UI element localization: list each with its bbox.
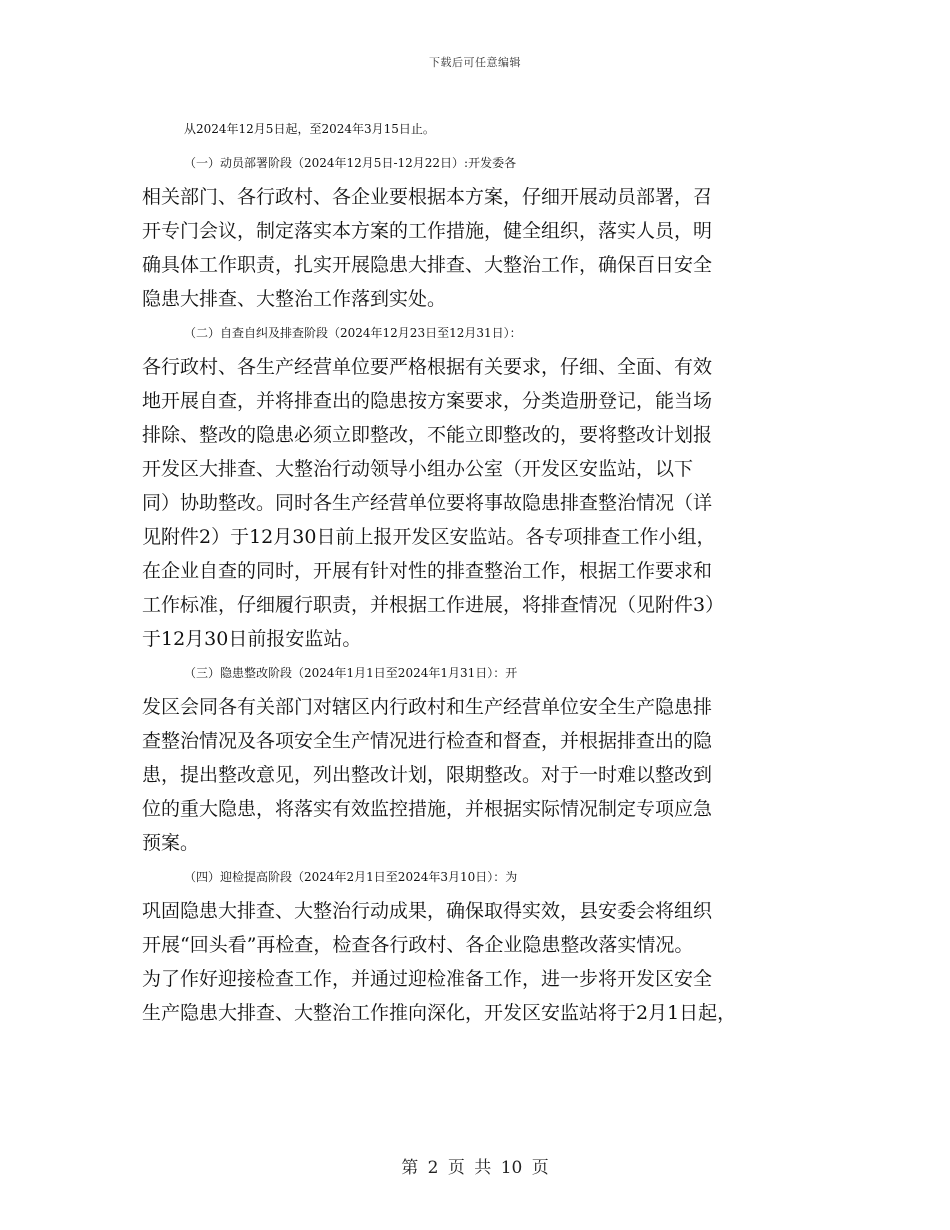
text-line: 相关部门、各行政村、各企业要根据本方案，仔细开展动员部署，召 — [142, 186, 713, 208]
text-line: 为了作好迎接检查工作，并通过迎检准备工作，进一步将开发区安全 — [142, 968, 713, 990]
text-line: 开发区大排查、大整治行动领导小组办公室（开发区安监站，以下 — [142, 458, 694, 480]
text-line: （三）隐患整改阶段（2024年1月1日至2024年1月31日）：开 — [184, 666, 518, 680]
text-line: 地开展自查，并将排查出的隐患按方案要求，分类造册登记，能当场 — [142, 390, 713, 412]
page-number: 第 2 页 共 10 页 — [401, 1158, 549, 1178]
text-line: （一）动员部署阶段（2024年12月5日-12月22日）:开发委各 — [184, 156, 517, 170]
text-line: 从2024年12月5日起，至2024年3月15日止。 — [184, 122, 435, 136]
text-line: 同）协助整改。同时各生产经营单位要将事故隐患排查整治情况（详 — [142, 492, 713, 514]
text-line: 巩固隐患大排查、大整治行动成果，确保取得实效，县安委会将组织 — [142, 900, 713, 922]
text-line: 发区会同各有关部门对辖区内行政村和生产经营单位安全生产隐患排 — [142, 696, 713, 718]
text-line: （二）自查自纠及排查阶段（2024年12月23日至12月31日）： — [184, 326, 522, 340]
text-line: 于12月30日前报安监站。 — [142, 628, 362, 650]
text-line: 工作标准，仔细履行职责，并根据工作进展，将排查情况（见附件3） — [142, 594, 725, 616]
document-body — [142, 112, 822, 1030]
text-line: 患，提出整改意见，列出整改计划，限期整改。对于一时难以整改到 — [142, 764, 713, 786]
text-line: 见附件2）于12月30日前上报开发区安监站。各专项排查工作小组， — [142, 526, 716, 548]
text-line: 排除、整改的隐患必须立即整改，不能立即整改的，要将整改计划报 — [142, 424, 713, 446]
text-line: 查整治情况及各项安全生产情况进行检查和督查，并根据排查出的隐 — [142, 730, 713, 752]
text-line: （四）迎检提高阶段（2024年2月1日至2024年3月10日）：为 — [184, 870, 518, 884]
page-header-note: 下载后可任意编辑 — [429, 56, 521, 69]
text-line: 生产隐患大排查、大整治工作推向深化，开发区安监站将于2月1日起， — [142, 1002, 737, 1024]
text-line: 位的重大隐患，将落实有效监控措施，并根据实际情况制定专项应急 — [142, 798, 713, 820]
text-line: 隐患大排查、大整治工作落到实处。 — [142, 288, 447, 310]
text-line: 在企业自查的同时，开展有针对性的排查整治工作，根据工作要求和 — [142, 560, 713, 582]
text-line: 开专门会议，制定落实本方案的工作措施，健全组织，落实人员，明 — [142, 220, 713, 242]
text-line: 各行政村、各生产经营单位要严格根据有关要求，仔细、全面、有效 — [142, 356, 713, 378]
text-line: 预案。 — [142, 832, 200, 854]
text-line: 开展“回头看”再检查，检查各行政村、各企业隐患整改落实情况。 — [142, 934, 694, 956]
text-line: 确具体工作职责，扎实开展隐患大排查、大整治工作，确保百日安全 — [142, 254, 713, 276]
